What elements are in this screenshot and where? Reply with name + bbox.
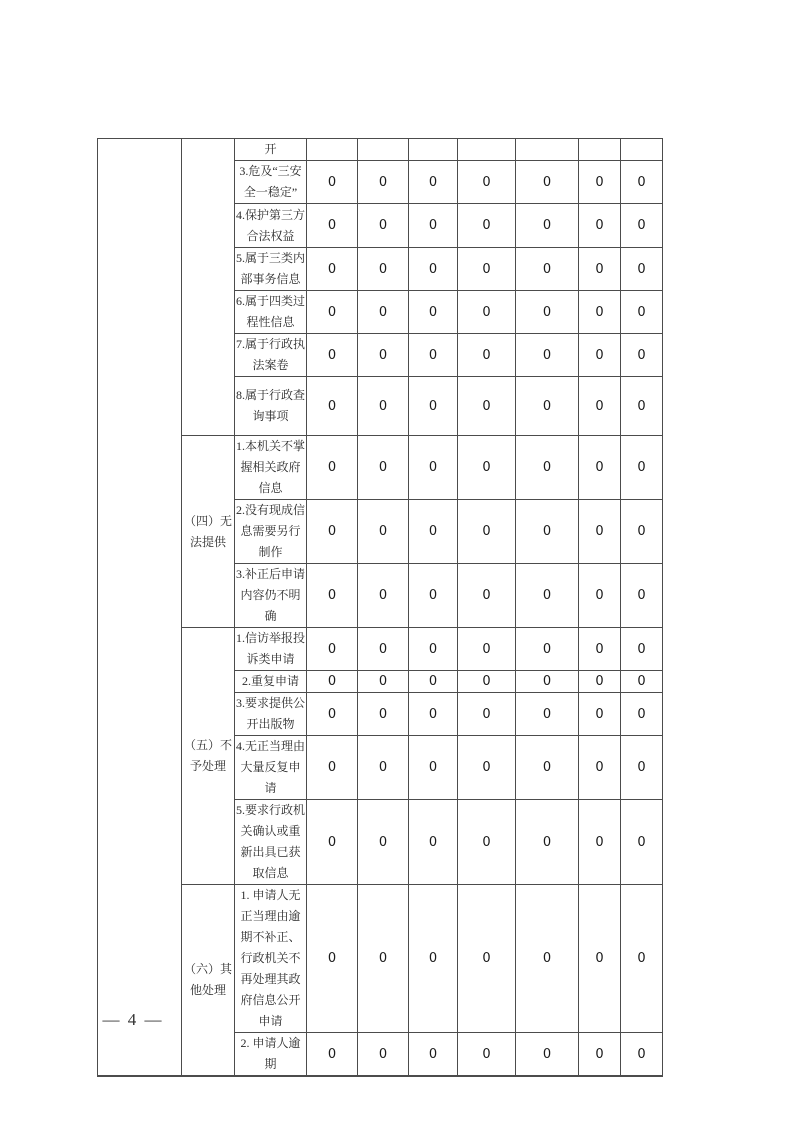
value-cell: 0 xyxy=(358,204,409,248)
value-cell: 0 xyxy=(358,693,409,736)
value-cell: 0 xyxy=(579,500,621,564)
value-cell: 0 xyxy=(621,204,663,248)
subitem-cell: 3.补正后申请内容仍不明确 xyxy=(235,564,307,628)
value-cell: 0 xyxy=(409,628,458,671)
value-cell: 0 xyxy=(458,736,516,800)
value-cell: 0 xyxy=(358,377,409,436)
value-cell xyxy=(307,139,358,161)
value-cell: 0 xyxy=(516,800,579,885)
value-cell: 0 xyxy=(458,161,516,204)
value-cell: 0 xyxy=(516,291,579,334)
value-cell: 0 xyxy=(621,628,663,671)
value-cell: 0 xyxy=(409,248,458,291)
value-cell: 0 xyxy=(458,334,516,377)
value-cell: 0 xyxy=(621,1033,663,1077)
value-cell: 0 xyxy=(516,671,579,693)
value-cell: 0 xyxy=(621,500,663,564)
value-cell: 0 xyxy=(307,628,358,671)
subitem-cell: 3.要求提供公开出版物 xyxy=(235,693,307,736)
value-cell: 0 xyxy=(458,671,516,693)
value-cell xyxy=(458,139,516,161)
value-cell: 0 xyxy=(307,693,358,736)
report-table xyxy=(97,138,663,1077)
value-cell: 0 xyxy=(458,693,516,736)
subitem-cell: 2.没有现成信息需要另行制作 xyxy=(235,500,307,564)
value-cell: 0 xyxy=(458,564,516,628)
value-cell: 0 xyxy=(621,693,663,736)
subitem-cell: 1. 申请人无正当理由逾期不补正、行政机关不再处理其政府信息公开申请 xyxy=(235,885,307,1033)
value-cell: 0 xyxy=(358,436,409,500)
value-cell: 0 xyxy=(409,500,458,564)
value-cell: 0 xyxy=(458,291,516,334)
table-row xyxy=(98,139,663,161)
value-cell xyxy=(621,139,663,161)
value-cell: 0 xyxy=(307,885,358,1033)
value-cell: 0 xyxy=(307,291,358,334)
carryover-category-cell xyxy=(182,139,235,436)
value-cell: 0 xyxy=(516,885,579,1033)
subitem-cell: 4.保护第三方合法权益 xyxy=(235,204,307,248)
value-cell: 0 xyxy=(307,500,358,564)
value-cell: 0 xyxy=(307,377,358,436)
value-cell: 0 xyxy=(516,436,579,500)
value-cell: 0 xyxy=(358,671,409,693)
value-cell: 0 xyxy=(516,628,579,671)
subitem-cell: 5.要求行政机关确认或重新出具已获取信息 xyxy=(235,800,307,885)
subitem-cell: 1.信访举报投诉类申请 xyxy=(235,628,307,671)
value-cell: 0 xyxy=(458,248,516,291)
value-cell: 0 xyxy=(409,377,458,436)
value-cell: 0 xyxy=(579,671,621,693)
subitem-cell: 1.本机关不掌握相关政府信息 xyxy=(235,436,307,500)
value-cell: 0 xyxy=(409,671,458,693)
value-cell: 0 xyxy=(621,161,663,204)
value-cell: 0 xyxy=(409,693,458,736)
page-number: — 4 — xyxy=(102,1010,164,1029)
value-cell: 0 xyxy=(458,800,516,885)
table-row xyxy=(98,628,663,671)
value-cell: 0 xyxy=(621,564,663,628)
value-cell: 0 xyxy=(358,500,409,564)
value-cell: 0 xyxy=(621,671,663,693)
value-cell: 0 xyxy=(516,248,579,291)
value-cell: 0 xyxy=(307,1033,358,1077)
left-merged-cell xyxy=(98,139,182,1077)
value-cell: 0 xyxy=(621,885,663,1033)
value-cell: 0 xyxy=(516,564,579,628)
value-cell: 0 xyxy=(358,564,409,628)
subitem-cell: 6.属于四类过程性信息 xyxy=(235,291,307,334)
value-cell: 0 xyxy=(458,377,516,436)
value-cell: 0 xyxy=(358,161,409,204)
value-cell: 0 xyxy=(579,885,621,1033)
value-cell: 0 xyxy=(307,671,358,693)
value-cell: 0 xyxy=(579,693,621,736)
value-cell: 0 xyxy=(579,628,621,671)
value-cell: 0 xyxy=(307,161,358,204)
value-cell xyxy=(358,139,409,161)
value-cell: 0 xyxy=(621,334,663,377)
value-cell: 0 xyxy=(516,204,579,248)
value-cell: 0 xyxy=(579,1033,621,1077)
value-cell: 0 xyxy=(409,564,458,628)
value-cell: 0 xyxy=(516,377,579,436)
value-cell: 0 xyxy=(409,334,458,377)
value-cell xyxy=(409,139,458,161)
value-cell: 0 xyxy=(516,161,579,204)
table-row xyxy=(98,436,663,500)
value-cell: 0 xyxy=(409,885,458,1033)
value-cell: 0 xyxy=(458,885,516,1033)
value-cell: 0 xyxy=(579,800,621,885)
value-cell: 0 xyxy=(579,436,621,500)
value-cell: 0 xyxy=(409,291,458,334)
value-cell: 0 xyxy=(307,334,358,377)
value-cell: 0 xyxy=(458,436,516,500)
value-cell: 0 xyxy=(579,564,621,628)
value-cell: 0 xyxy=(621,800,663,885)
value-cell: 0 xyxy=(358,1033,409,1077)
subitem-cell: 3.危及“三安全一稳定” xyxy=(235,161,307,204)
value-cell: 0 xyxy=(307,736,358,800)
value-cell: 0 xyxy=(458,204,516,248)
subitem-cell: 4.无正当理由大量反复申请 xyxy=(235,736,307,800)
value-cell: 0 xyxy=(621,248,663,291)
value-cell: 0 xyxy=(358,628,409,671)
value-cell: 0 xyxy=(579,736,621,800)
value-cell: 0 xyxy=(409,204,458,248)
value-cell: 0 xyxy=(621,436,663,500)
value-cell: 0 xyxy=(458,500,516,564)
value-cell: 0 xyxy=(579,377,621,436)
value-cell: 0 xyxy=(516,1033,579,1077)
value-cell: 0 xyxy=(409,1033,458,1077)
value-cell: 0 xyxy=(409,736,458,800)
value-cell: 0 xyxy=(358,885,409,1033)
value-cell: 0 xyxy=(516,736,579,800)
value-cell: 0 xyxy=(409,161,458,204)
value-cell: 0 xyxy=(458,628,516,671)
value-cell: 0 xyxy=(358,334,409,377)
value-cell: 0 xyxy=(409,436,458,500)
value-cell xyxy=(579,139,621,161)
value-cell: 0 xyxy=(516,693,579,736)
value-cell: 0 xyxy=(458,1033,516,1077)
value-cell: 0 xyxy=(358,800,409,885)
value-cell: 0 xyxy=(358,248,409,291)
value-cell: 0 xyxy=(621,736,663,800)
value-cell: 0 xyxy=(307,436,358,500)
value-cell xyxy=(516,139,579,161)
subitem-cell: 7.属于行政执法案卷 xyxy=(235,334,307,377)
value-cell: 0 xyxy=(579,161,621,204)
value-cell: 0 xyxy=(307,204,358,248)
value-cell: 0 xyxy=(516,334,579,377)
value-cell: 0 xyxy=(307,248,358,291)
subitem-cell: 8.属于行政查询事项 xyxy=(235,377,307,436)
value-cell: 0 xyxy=(358,736,409,800)
value-cell: 0 xyxy=(621,377,663,436)
value-cell: 0 xyxy=(307,564,358,628)
subitem-cell: 2.重复申请 xyxy=(235,671,307,693)
subitem-cell: 开 xyxy=(235,139,307,161)
value-cell: 0 xyxy=(579,291,621,334)
value-cell: 0 xyxy=(358,291,409,334)
category-cell-other-handling: （六）其他处理 xyxy=(182,885,235,1077)
category-cell-not-processed: （五）不予处理 xyxy=(182,628,235,885)
value-cell: 0 xyxy=(579,248,621,291)
value-cell: 0 xyxy=(409,800,458,885)
value-cell: 0 xyxy=(621,291,663,334)
value-cell: 0 xyxy=(516,500,579,564)
value-cell: 0 xyxy=(579,334,621,377)
value-cell: 0 xyxy=(307,800,358,885)
category-cell-unable-to-provide: （四）无法提供 xyxy=(182,436,235,628)
value-cell: 0 xyxy=(579,204,621,248)
subitem-cell: 2. 申请人逾期 xyxy=(235,1033,307,1077)
subitem-cell: 5.属于三类内部事务信息 xyxy=(235,248,307,291)
table-row xyxy=(98,885,663,1033)
